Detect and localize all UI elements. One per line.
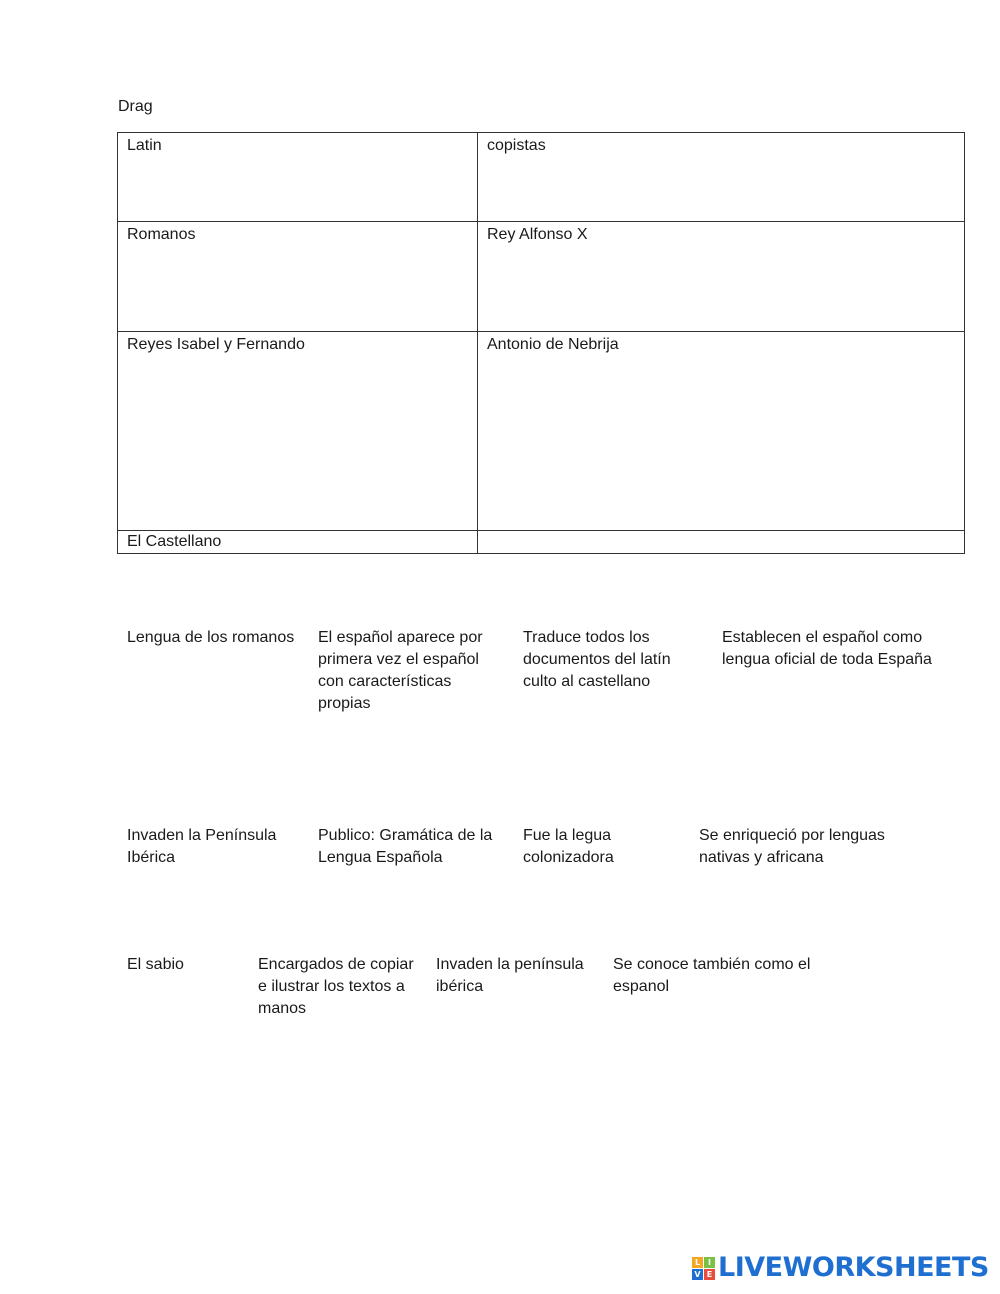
draggable-option[interactable]: El español aparece por primera vez el español con características propias <box>318 629 483 712</box>
draggable-option[interactable]: Invaden la Península Ibérica <box>127 827 277 866</box>
draggable-option[interactable]: Invaden la península ibérica <box>436 956 584 995</box>
draggable-option[interactable]: Traduce todos los documentos del latín culto al castellano <box>523 629 671 690</box>
draggable-option[interactable]: Establecen el español como lengua oficial de toda España <box>722 629 932 668</box>
answer-drop-zone[interactable]: copistas <box>478 133 965 222</box>
table-row <box>118 531 965 554</box>
table-row <box>118 133 965 222</box>
term-cell: El Castellano <box>118 531 478 554</box>
draggable-option[interactable]: Encargados de copiar e ilustrar los textos a manos <box>258 956 414 1017</box>
term-cell: Latin <box>118 133 478 222</box>
draggable-option[interactable]: Se enriqueció por lenguas nativas y africana <box>699 827 885 866</box>
term-cell: Reyes Isabel y Fernando <box>118 332 478 531</box>
draggable-option[interactable]: Publico: Gramática de la Lengua Española <box>318 827 493 866</box>
table-row <box>118 332 965 531</box>
logo-mark-icon <box>692 1257 715 1280</box>
table-row <box>118 222 965 332</box>
answer-drop-zone[interactable] <box>478 531 965 554</box>
worksheet-title: Drag <box>118 98 153 115</box>
draggable-option[interactable]: Fue la legua colonizadora <box>523 827 614 866</box>
term-cell: Romanos <box>118 222 478 332</box>
draggable-option[interactable]: Lengua de los romanos <box>127 629 295 646</box>
logo-mark-tile: V <box>692 1269 703 1280</box>
answer-drop-zone[interactable]: Antonio de Nebrija <box>478 332 965 531</box>
logo-mark-tile: I <box>704 1257 715 1268</box>
logo-mark-tile: E <box>704 1269 715 1280</box>
logo-mark-tile: L <box>692 1257 703 1268</box>
logo-text: LIVEWORKSHEETS <box>718 1252 989 1283</box>
matching-table <box>117 132 965 554</box>
draggable-option[interactable]: El sabio <box>127 956 184 973</box>
liveworksheets-logo <box>692 1252 989 1284</box>
answer-drop-zone[interactable]: Rey Alfonso X <box>478 222 965 332</box>
draggable-option[interactable]: Se conoce también como el espanol <box>613 956 811 995</box>
